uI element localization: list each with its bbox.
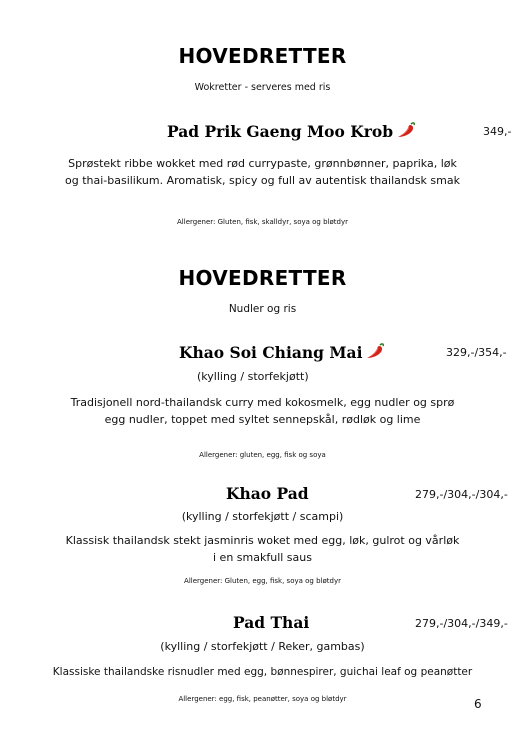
dish-options: (kylling / storfekjøtt) [197,370,309,383]
dish-allergens: Allergener: egg, fisk, peanøtter, soya og bløtdyr [178,695,347,703]
dish-allergens: Allergener: Gluten, fisk, skalldyr, soya og bløtdyr [177,218,348,226]
dish-options: (kylling / storfekjøtt / Reker, gambas) [160,640,365,653]
dish-description-line2: i en smakfull saus [213,551,312,564]
dish-description-line2: og thai-basilikum. Aromatisk, spicy og full av autentisk thailandsk smak [64,174,460,187]
dish-name: Pad Thai [233,613,310,632]
dish-description-line2: egg nudler, toppet med syltet sennepskål, rødløk og lime [104,413,421,426]
section-subtitle-noodles: Nudler og ris [228,303,297,315]
dish-price: 279,-/304,-/349,- [415,617,508,630]
dish-title-khao-soi [179,342,385,364]
dish-description-line1: Tradisjonell nord-thailandsk curry med kokosmelk, egg nudler og sprø [70,396,455,409]
dish-name: Khao Soi Chiang Mai [179,343,363,362]
page-number: 6 [474,697,482,711]
dish-name: Pad Prik Gaeng Moo Krob [167,122,394,141]
dish-title-pad-thai [233,613,309,632]
dish-description-line1: Sprøstekt ribbe wokket med rød currypaste, grønnbønner, paprika, løk [68,157,457,170]
dish-description-line1: Klassisk thailandsk stekt jasminris woket med egg, løk, gulrot og vårløk [65,534,460,547]
dish-description-line1: Klassiske thailandske risnudler med egg, bønnespirer, guichai leaf og peanøtter [52,666,473,678]
chili-pepper-icon [396,121,416,143]
dish-options: (kylling / storfekjøtt / scampi) [181,510,344,523]
dish-title-khao-pad [226,484,309,503]
chili-pepper-icon [365,342,385,364]
dish-title-pad-prik [167,121,416,143]
section-subtitle-wok: Wokretter - serveres med ris [194,82,331,93]
dish-price: 279,-/304,-/304,- [415,488,508,501]
dish-allergens: Allergener: gluten, egg, fisk og soya [199,451,326,459]
dish-name: Khao Pad [226,484,309,503]
dish-price: 329,-/354,- [446,346,507,359]
section-title-noodles: HOVEDRETTER [178,266,347,290]
dish-allergens: Allergener: Gluten, egg, fisk, soya og bløtdyr [184,577,341,585]
section-title-wok: HOVEDRETTER [178,44,347,68]
dish-price: 349,- [483,125,512,138]
